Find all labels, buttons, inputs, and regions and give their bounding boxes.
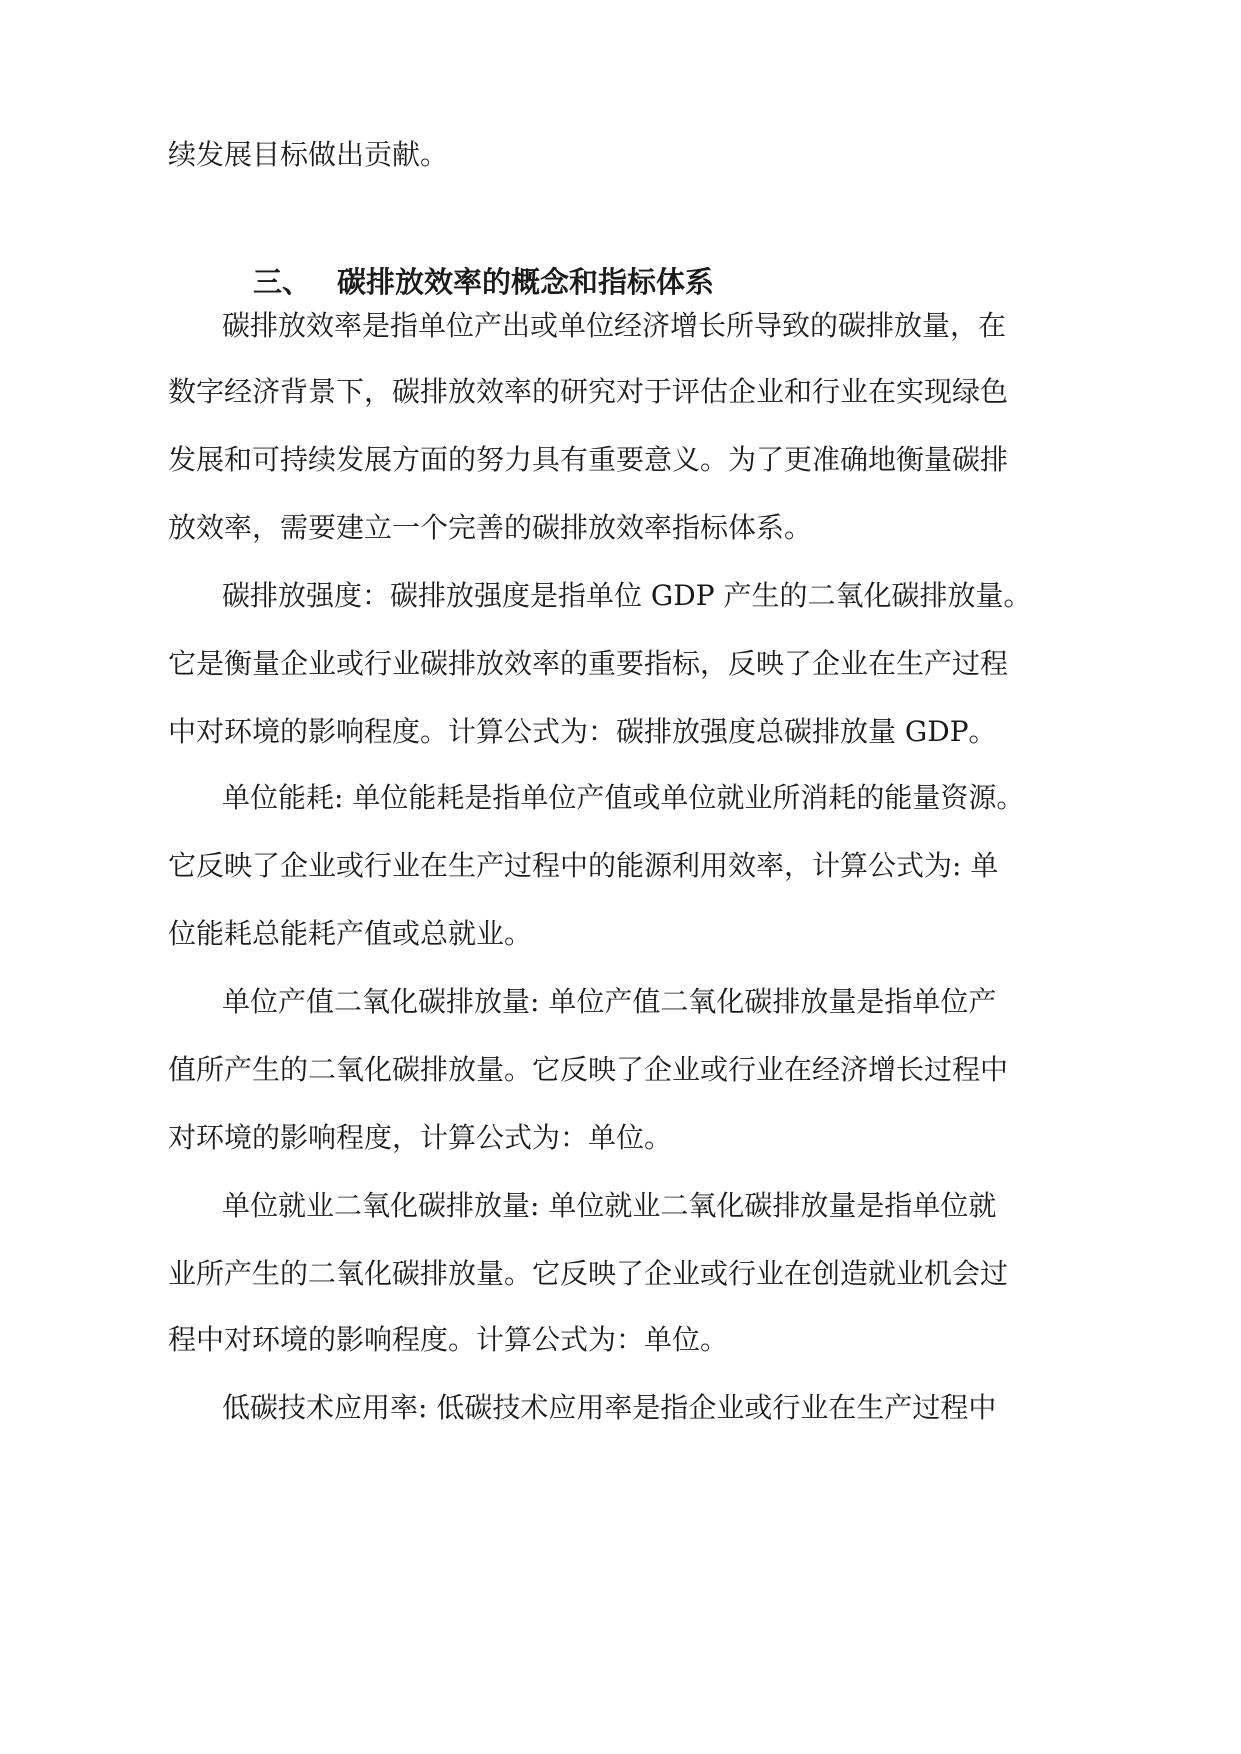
paragraph-line: 业所产生的二氧化碳排放量。它反映了企业或行业在创造就业机会过 xyxy=(168,1257,1009,1290)
section-heading xyxy=(253,262,714,302)
paragraph-line: 值所产生的二氧化碳排放量。它反映了企业或行业在经济增长过程中 xyxy=(168,1053,1009,1086)
section-number: 三、 xyxy=(253,265,312,299)
paragraph-line: 它反映了企业或行业在生产过程中的能源利用效率，计算公式为: 单 xyxy=(168,849,999,882)
paragraph-line: 碳排放效率是指单位产出或单位经济增长所导致的碳排放量，在 xyxy=(222,309,1007,342)
paragraph-line: 程中对环境的影响程度。计算公式为：单位。 xyxy=(168,1323,729,1356)
paragraph-line: 中对环境的影响程度。计算公式为：碳排放强度总碳排放量 GDP。 xyxy=(168,715,997,748)
paragraph-line: 位能耗总能耗产值或总就业。 xyxy=(168,917,533,950)
paragraph-line: 数字经济背景下，碳排放效率的研究对于评估企业和行业在实现绿色 xyxy=(168,375,1009,408)
paragraph-line: 低碳技术应用率: 低碳技术应用率是指企业或行业在生产过程中 xyxy=(222,1391,997,1424)
paragraph-line: 对环境的影响程度，计算公式为：单位。 xyxy=(168,1121,673,1154)
intro-line: 续发展目标做出贡献。 xyxy=(168,138,449,171)
paragraph-line: 碳排放强度：碳排放强度是指单位 GDP 产生的二氧化碳排放量。 xyxy=(222,579,1032,612)
paragraph-line: 放效率，需要建立一个完善的碳排放效率指标体系。 xyxy=(168,511,813,544)
paragraph-line: 单位就业二氧化碳排放量: 单位就业二氧化碳排放量是指单位就 xyxy=(222,1189,997,1222)
paragraph-line: 单位产值二氧化碳排放量: 单位产值二氧化碳排放量是指单位产 xyxy=(222,985,997,1018)
paragraph-line: 它是衡量企业或行业碳排放效率的重要指标，反映了企业在生产过程 xyxy=(168,647,1009,680)
paragraph-line: 发展和可持续发展方面的努力具有重要意义。为了更准确地衡量碳排 xyxy=(168,443,1009,476)
paragraph-line: 单位能耗: 单位能耗是指单位产值或单位就业所消耗的能量资源。 xyxy=(222,781,1025,814)
section-title: 碳排放效率的概念和指标体系 xyxy=(337,265,715,299)
